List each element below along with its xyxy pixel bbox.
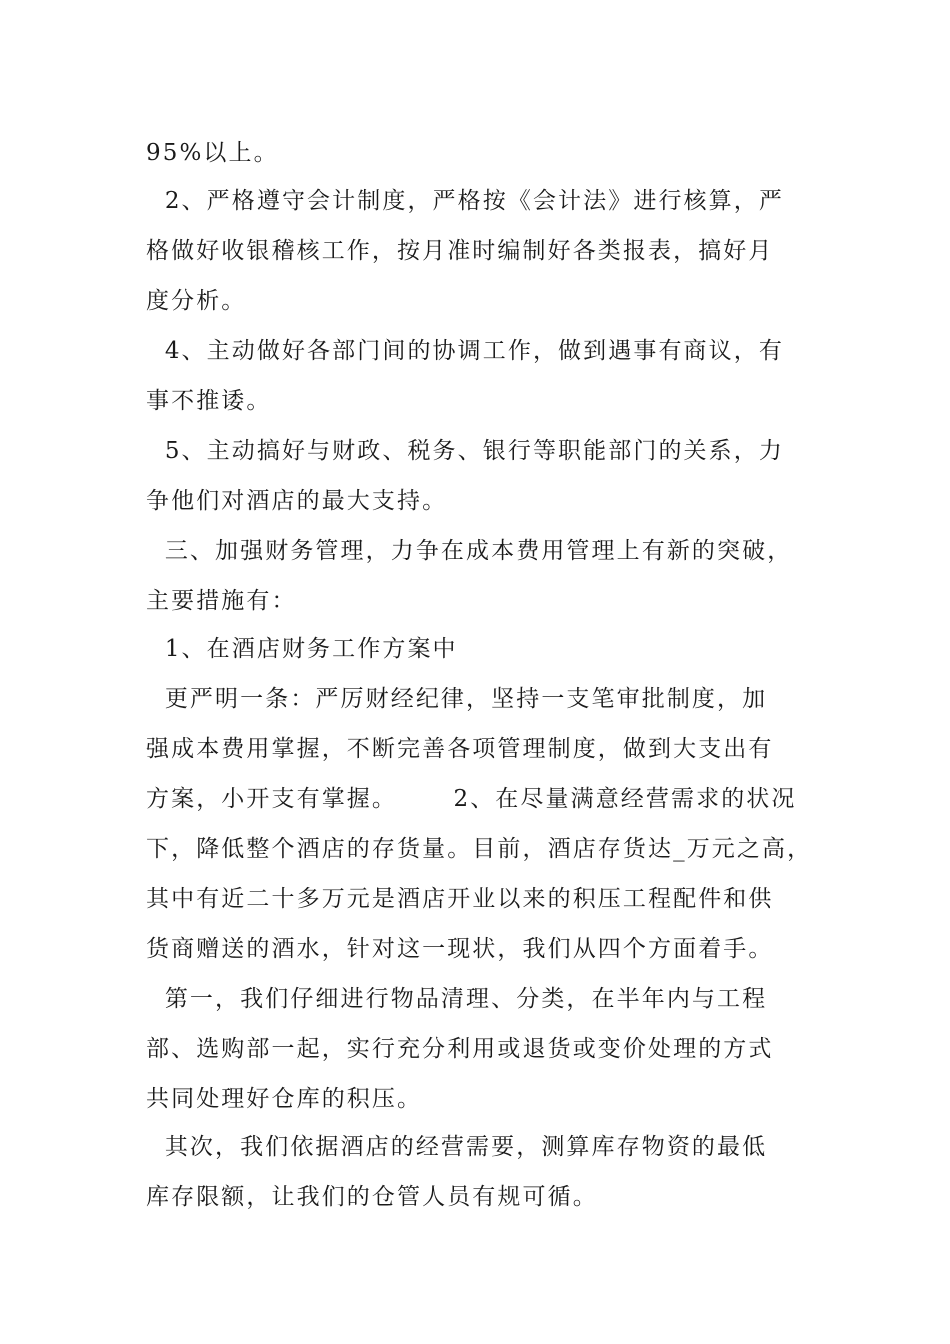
text-line: 1、在酒店财务工作方案中 <box>146 636 458 662</box>
text-line: 更严明一条：严厉财经纪律，坚持一支笔审批制度，加 <box>146 686 768 712</box>
text-line: 度分析。 <box>146 288 247 314</box>
text-line: 三、加强财务管理，力争在成本费用管理上有新的突破， <box>146 538 793 564</box>
text-line: 强成本费用掌握，不断完善各项管理制度，做到大支出有 <box>146 736 774 762</box>
text-line: 方案，小开支有掌握。 2、在尽量满意经营需求的状况 <box>146 786 797 812</box>
text-line: 2、严格遵守会计制度，严格按《会计法》进行核算，严 <box>146 188 784 214</box>
text-line: 4、主动做好各部门间的协调工作，做到遇事有商议，有 <box>146 338 784 364</box>
text-line: 主要措施有： <box>146 588 297 614</box>
text-line: 共同处理好仓库的积压。 <box>146 1086 423 1112</box>
text-line: 5、主动搞好与财政、税务、银行等职能部门的关系，力 <box>146 438 784 464</box>
text-line: 格做好收银稽核工作，按月准时编制好各类报表，搞好月 <box>146 238 774 264</box>
text-line: 第一，我们仔细进行物品清理、分类，在半年内与工程 <box>146 986 768 1012</box>
text-line: 库存限额，让我们的仓管人员有规可循。 <box>146 1184 598 1210</box>
text-line: 事不推诿。 <box>146 388 272 414</box>
text-line: 其中有近二十多万元是酒店开业以来的积压工程配件和供 <box>146 886 774 912</box>
text-line: 95%以上。 <box>146 140 279 166</box>
text-line: 下，降低整个酒店的存货量。目前，酒店存货达_万元之高， <box>146 836 813 862</box>
text-line: 部、选购部一起，实行充分利用或退货或变价处理的方式 <box>146 1036 774 1062</box>
text-line: 其次，我们依据酒店的经营需要，测算库存物资的最低 <box>146 1134 768 1160</box>
text-line: 货商赠送的酒水，针对这一现状，我们从四个方面着手。 <box>146 936 774 962</box>
text-line: 争他们对酒店的最大支持。 <box>146 488 448 514</box>
